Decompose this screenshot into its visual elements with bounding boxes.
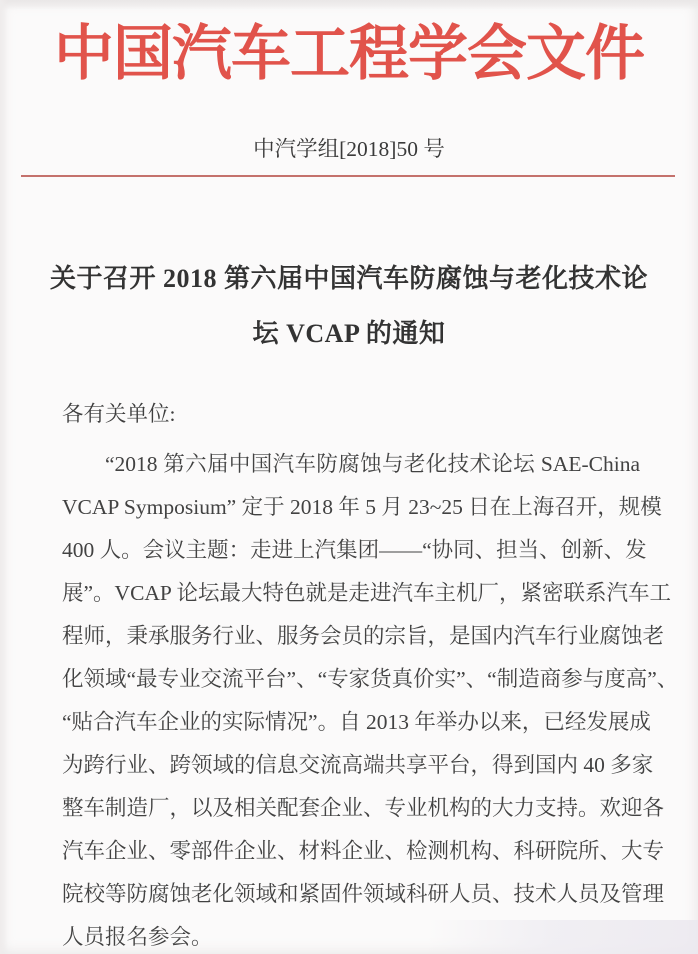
body-line: VCAP Symposium” 定于 2018 年 5 月 23~25 日在上海召开，规模 — [62, 495, 662, 519]
body-line: 化领域“最专业交流平台”、“专家货真价实”、“制造商参与度高”、 — [62, 667, 679, 691]
body-line: 院校等防腐蚀老化领域和紧固件领域科研人员、技术人员及管理 — [62, 882, 665, 906]
body-line: 整车制造厂，以及相关配套企业、专业机构的大力支持。欢迎各 — [62, 796, 665, 820]
notice-title-line-2: 坛 VCAP 的通知 — [252, 319, 446, 348]
notice-body — [62, 443, 679, 954]
body-line: 人员报名参会。 — [62, 925, 213, 949]
body-line: 汽车企业、零部件企业、材料企业、检测机构、科研院所、大专 — [62, 839, 665, 863]
letterhead-title: 中国汽车工程学会文件 — [54, 21, 644, 87]
body-line: 为跨行业、跨领域的信息交流高端共享平台，得到国内 40 多家 — [62, 753, 654, 777]
body-line: 400 人。会议主题：走进上汽集团——“协同、担当、创新、发 — [62, 538, 647, 562]
document-number: 中汽学组[2018]50 号 — [253, 137, 445, 161]
notice-title-line-1: 关于召开 2018 第六届中国汽车防腐蚀与老化技术论 — [49, 264, 648, 293]
salutation: 各有关单位: — [62, 402, 176, 426]
letterhead-divider — [21, 175, 675, 177]
body-line: “贴合汽车企业的实际情况”。自 2013 年举办以来，已经发展成 — [62, 710, 651, 734]
notice-title — [0, 251, 698, 361]
body-line: 程师，秉承服务行业、服务会员的宗旨，是国内汽车行业腐蚀老 — [62, 624, 665, 648]
body-line: 展”。VCAP 论坛最大特色就是走进汽车主机厂，紧密联系汽车工 — [62, 581, 671, 605]
body-line: “2018 第六届中国汽车防腐蚀与老化技术论坛 SAE-China — [105, 452, 640, 476]
